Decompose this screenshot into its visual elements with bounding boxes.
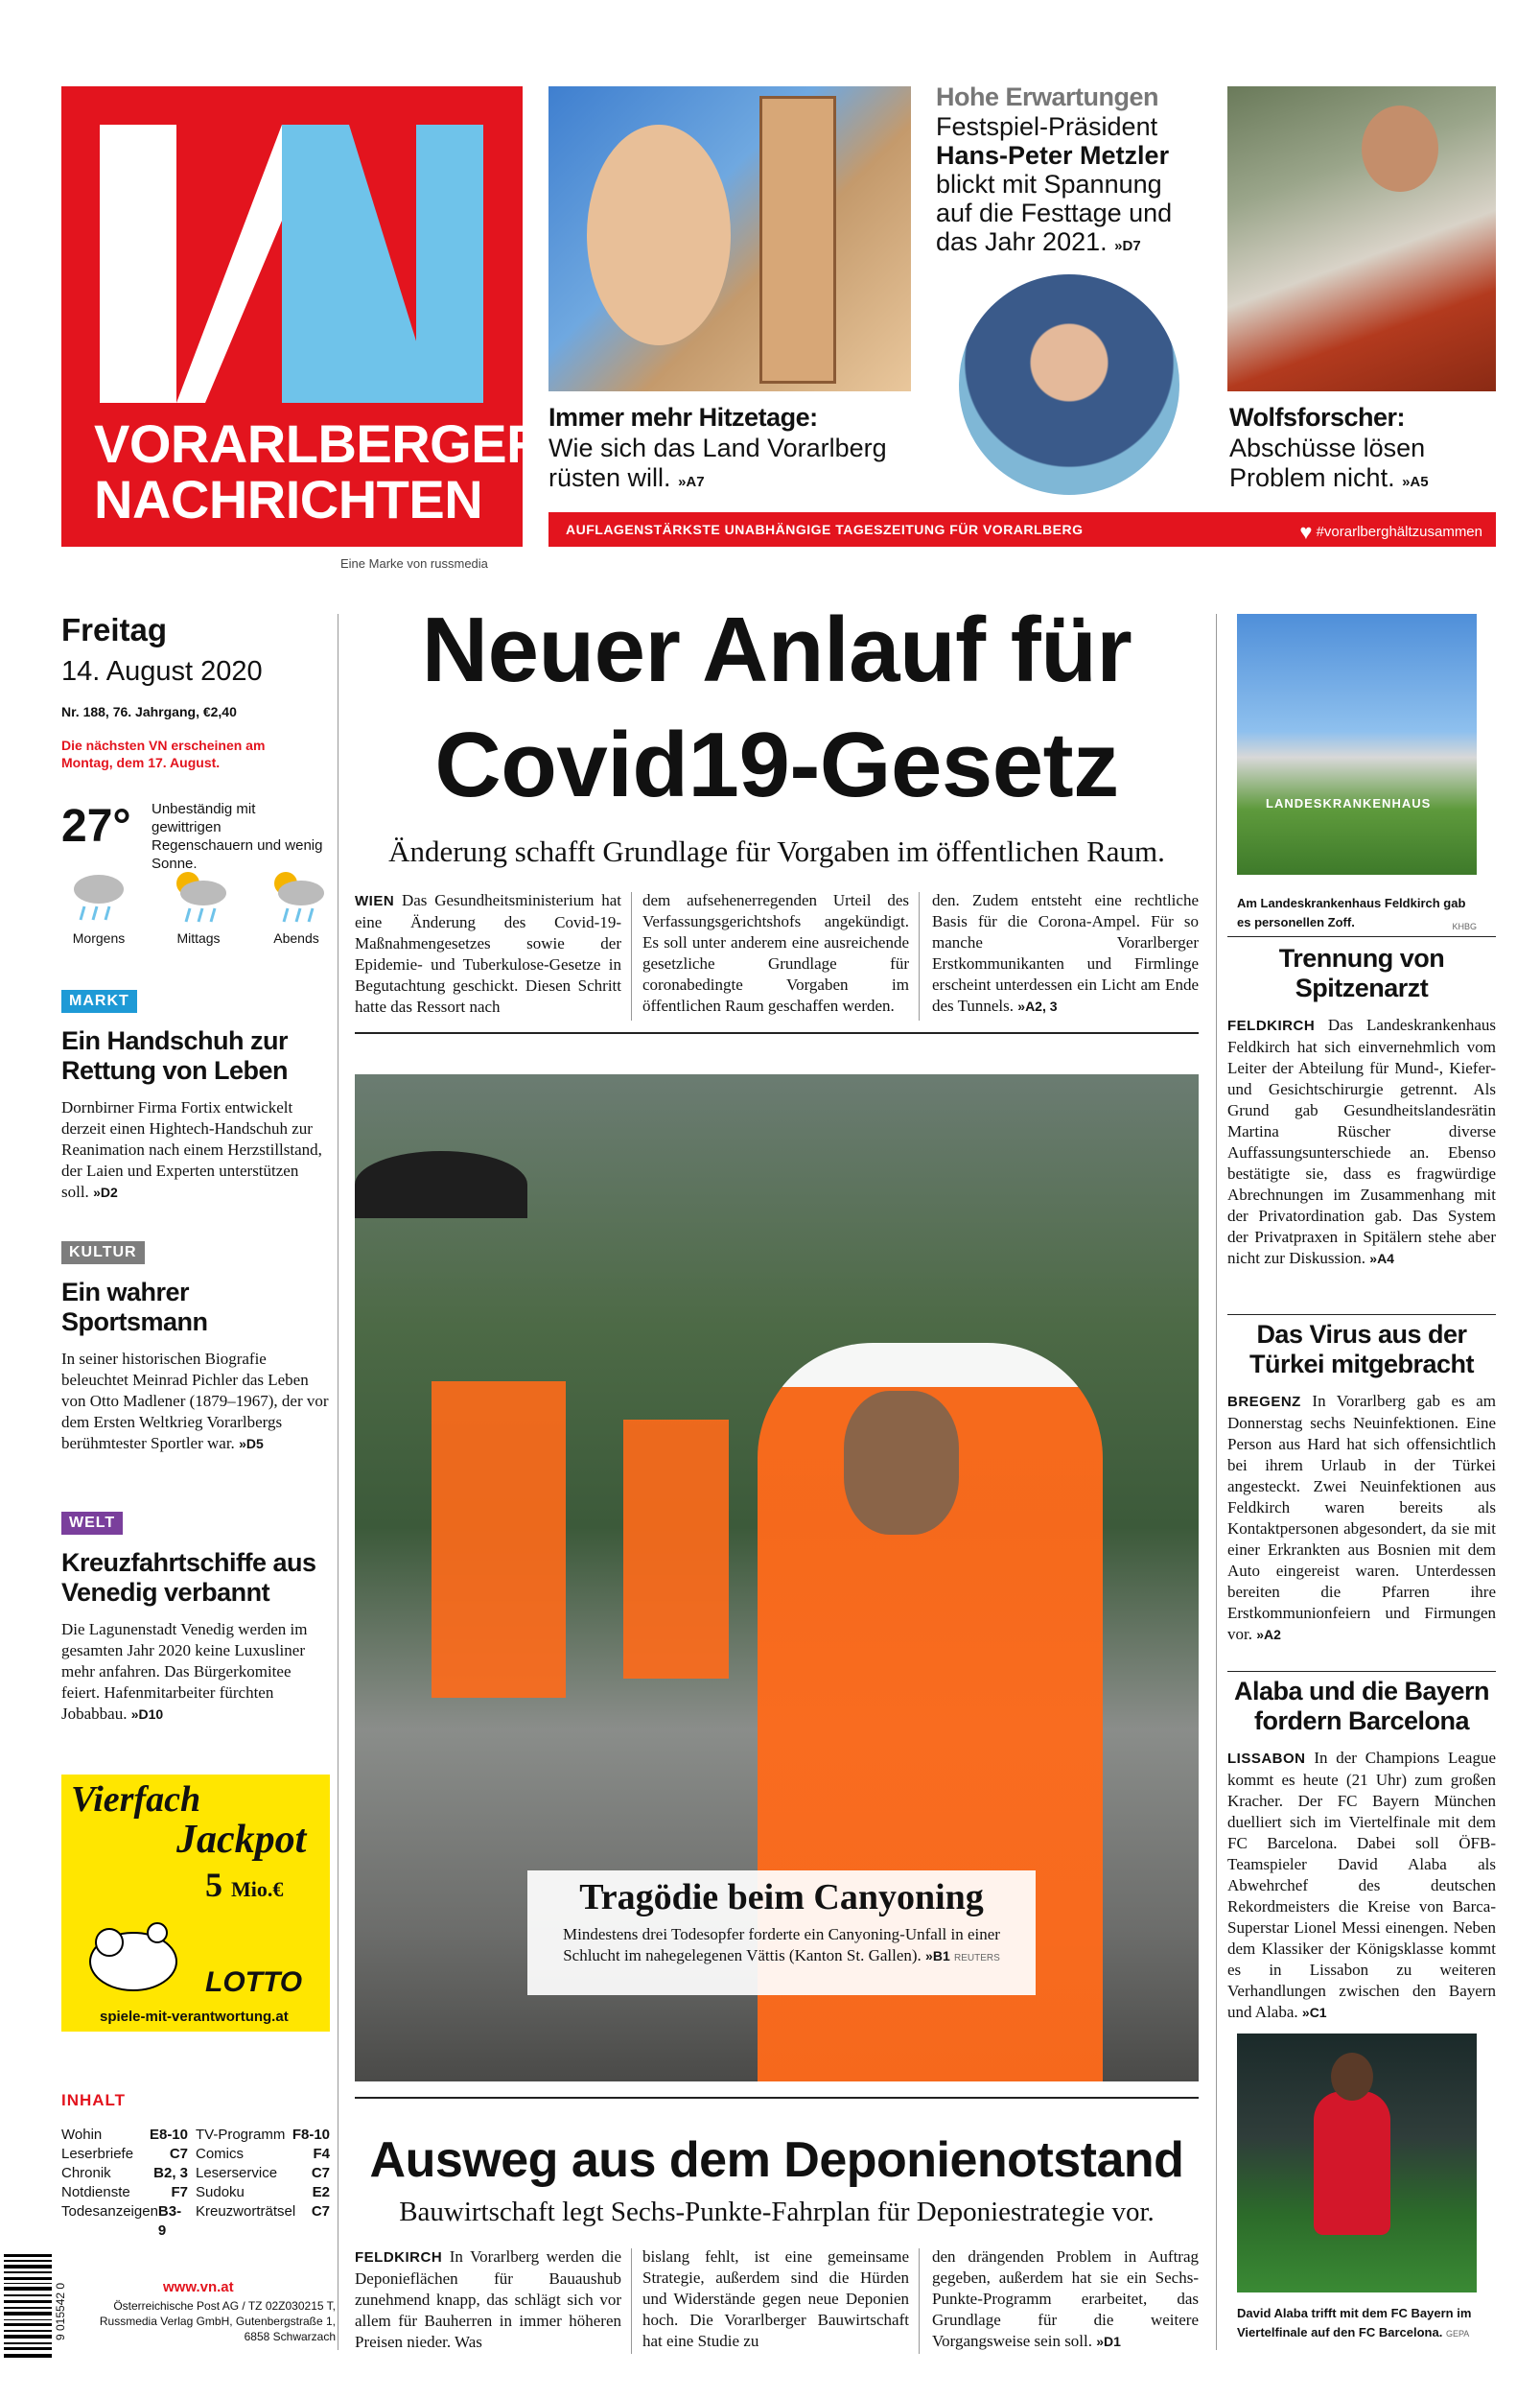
hospital-caption: Am Landeskrankenhaus Feldkirch gab es personellen Zoff. KHBG <box>1237 896 1477 931</box>
story2-text: BREGENZ In Vorarlberg gab es am Donnerstag sechs Neuinfektionen. Eine Person aus Hard hat sich offensichtlich bei ihrem Urlaub in der Türkei angesteckt. Zwei Neuinfektionen aus Feldkirch waren bereits als Kontaktpersonen abgesondert, da sie mit einer Erkrankten aus Bosnien mit dem Auto eingereist waren. Unterdessen bereiten die Pfarren ihre Erstkommunionfeiern und Firmungen vor. »A2 <box>1227 1392 1497 1643</box>
hospital-photo <box>1237 614 1477 875</box>
welt-title[interactable]: Kreuzfahrtschiffe aus Venedig verbannt <box>61 1548 316 1607</box>
mascot-icon <box>81 1909 186 1995</box>
lotto-ad[interactable] <box>61 1775 330 2032</box>
masthead-name-line1: VORARLBERGER <box>94 413 546 474</box>
lotto-line2: Jackpot <box>176 1818 307 1862</box>
sun-rain-icon <box>165 868 232 926</box>
canyoning-photo <box>355 1074 1199 2081</box>
rain-cloud-icon <box>65 868 132 926</box>
vn-logo-icon <box>61 86 523 412</box>
main-col1: WIEN Das Gesundheitsministerium hat eine Änderung des Covid-19-Maßnahmengesetzes sowie der Epidemie- und Tuberkulose-Gesetze in Begutachtung geschickt. Diesen Schritt hatte das Ressort nach <box>355 891 622 1016</box>
kultur-title[interactable]: Ein wahrer Sportsmann <box>61 1278 208 1336</box>
deponie-col3: den drängenden Problem in Auftrag gegeben, außerdem hat sie ein Sechs-Punkte-Programm erarbeitet, das Grundlage für die weitere Vorgangsweise sein soll. »D1 <box>932 2247 1199 2350</box>
issue-info: Nr. 188, 76. Jahrgang, €2,40 <box>61 704 237 719</box>
main-subhead: Änderung schafft Grundlage für Vorgaben im öffentlichen Raum. <box>388 835 1165 868</box>
deponie-col2: bislang fehlt, ist eine gemeinsame Strategie, außerdem sind die Hürden und Widerstände gegen neue Deponien hoch. Die Vorarlberger Bauwirtschaft hat eine Studie zu <box>642 2247 909 2350</box>
story3-text: LISSABON In der Champions League kommt es heute (21 Uhr) zum großen Kracher. Der FC Bayern München duelliert sich im Viertelfinale mit dem FC Barcelona. Dabei soll ÖFB-Teamspieler David Alaba als Abwehrchef des deutschen Rekordmeisters die Kreise von Barca-Superstar Lionel Messi einengen. Neben dem Klassiker der Königsklasse kommt es in Lissabon zu weiteren Verhandlungen zwischen den Bayern und Alaba. »C1 <box>1227 1749 1497 2021</box>
next-issue: Die nächsten VN erscheinen am Montag, dem 17. August. <box>61 738 266 770</box>
teaser-festspiel-text[interactable]: Festspiel-Präsident Hans-Peter Metzler blickt mit Spannung auf die Festtage und das Jahr 2021. »D7 <box>936 112 1173 256</box>
banner-hashtag[interactable]: ♥ #vorarlberghältzusammen <box>1299 520 1482 544</box>
lotto-amount: 5 Mio.€ <box>205 1866 284 1904</box>
teaser-wolf-title[interactable]: Wolfsforscher: <box>1229 403 1406 432</box>
alaba-caption: David Alaba trifft mit dem FC Bayern im Viertelfinale auf den FC Barcelona. GEPA <box>1237 2306 1472 2339</box>
deponie-headline[interactable]: Ausweg aus dem Deponienotstand <box>369 2132 1184 2188</box>
deponie-subhead: Bauwirtschaft legt Sechs-Punkte-Fahrplan für Deponiestrategie vor. <box>399 2197 1155 2227</box>
inhalt-row[interactable]: Notdienste F7 Sudoku E2 <box>61 2184 330 2200</box>
story3-title[interactable]: Alaba und die Bayern fordern Barcelona <box>1233 1677 1490 1735</box>
footer-url[interactable]: www.vn.at <box>163 2279 234 2295</box>
story1-title[interactable]: Trennung von Spitzenarzt <box>1278 944 1445 1002</box>
photo-story-text: Mindestens drei Todesopfer forderte ein Canyoning-Unfall in einer Schlucht im nahegelegenen Vättis (Kanton St. Gallen). »B1 REUTERS <box>563 1925 1000 1964</box>
lotto-url[interactable]: spiele-mit-verantwortung.at <box>100 2009 289 2025</box>
barcode-number: 9 015542 0 <box>54 2282 67 2340</box>
masthead-name-line2: NACHRICHTEN <box>94 469 483 529</box>
story1-text: FELDKIRCH Das Landeskrankenhaus Feldkirch hat sich einvernehmlich vom Leiter der Abteilung für Mund-, Kiefer- und Gesichtschirurgie getrennt. Als Grund gab Gesundheitslandesrätin Martina Rüscher diverse Auffassungsunterschiede an. Ebenso bestätigte sie, dass es fragwürdige Abrechnungen im Zusammenhang mit der Privatordination gab. Das System der Privatpraxen in Spitälern stehe aber nicht zur Diskussion. »A4 <box>1227 1016 1496 1267</box>
heart-icon: ♥ <box>1299 520 1313 544</box>
lotto-brand: LOTTO <box>205 1966 303 1998</box>
teaser-wolf-text[interactable]: Abschüsse lösen Problem nicht. »A5 <box>1229 434 1429 492</box>
footer-imprint: Österreichische Post AG / TZ 02Z030215 T, Russmedia Verlag GmbH, Gutenbergstraße 1, 6858 Schwarzach <box>99 2299 336 2343</box>
weather-temp: 27° <box>61 801 131 852</box>
inhalt-row[interactable]: Todesanzeigen B3-9 Kreuzworträtsel C7 <box>61 2203 330 2239</box>
inhalt-title: INHALT <box>61 2091 127 2109</box>
main-headline-line1[interactable]: Neuer Anlauf für <box>421 599 1132 701</box>
inhalt-row[interactable]: Leserbriefe C7 Comics F4 <box>61 2146 330 2162</box>
wolf-photo <box>1227 86 1496 391</box>
weather-text: Unbeständig mit gewittrigen Regenschauern und wenig Sonne. <box>152 801 323 872</box>
inhalt-table <box>61 2126 330 2241</box>
main-col2: dem aufsehenerregenden Urteil des Verfassungsgerichtshofs angekündigt. Es soll unter anderem eine ausreichende gesetzliche Grundlage für coronabedingte Vorgaben im öffentlichen Raum geschaffen werden. <box>642 891 909 1015</box>
deponie-col1: FELDKIRCH In Vorarlberg werden die Deponieflächen für Bauaushub zunehmend knapp, das schlägt sich vor allem für Bauherren in immer höheren Preisen nieder. Was <box>355 2247 622 2351</box>
kultur-text: In seiner historischen Biografie beleuchtet Meinrad Pichler das Leben von Otto Madlener (1879–1967), der vor dem Ersten Weltkrieg Vorarlbergs berühmtester Sportler war. »D5 <box>61 1350 329 1452</box>
section-tag-welt[interactable]: WELT <box>61 1512 123 1535</box>
teaser-hitze-text[interactable]: Wie sich das Land Vorarlberg rüsten will. »A7 <box>548 434 887 492</box>
weather-icons: Morgens Mittags Abends <box>61 868 339 954</box>
story2-title[interactable]: Das Virus aus der Türkei mitgebracht <box>1248 1320 1475 1378</box>
banner <box>548 512 1496 547</box>
main-headline-line2[interactable]: Covid19-Gesetz <box>434 714 1119 816</box>
barcode-icon <box>4 2254 52 2360</box>
thermometer-photo <box>548 86 911 391</box>
masthead-logo[interactable] <box>61 86 546 547</box>
teaser-festspiel-kicker: Hohe Erwartungen <box>936 82 1159 111</box>
markt-title[interactable]: Ein Handschuh zur Rettung von Leben <box>61 1026 289 1085</box>
markt-text: Dornbirner Firma Fortix entwickelt derzeit einen Hightech-Handschuh zur Reanimation nach einem Herzstillstand, der Laien und Experten unterstützen soll. »D2 <box>61 1098 322 1201</box>
welt-text: Die Lagunenstadt Venedig werden im gesamten Jahr 2020 keine Luxusliner mehr anfahren. Das Bürgerkomitee feiert. Hafenmitarbeiter fürchten Jobabbau. »D10 <box>61 1620 308 1723</box>
main-col3: den. Zudem entsteht eine rechtliche Basis für die Corona-Ampel. Für so manche Vorarlberger Erstkommunikanten und Firmlinge erscheint unterdessen ein Licht am Ende des Tunnels. »A2, 3 <box>932 891 1199 1015</box>
lotto-line1: Vierfach <box>71 1779 201 1820</box>
date-date: 14. August 2020 <box>61 656 263 687</box>
sun-rain-icon <box>263 868 330 926</box>
metzler-portrait <box>959 274 1179 495</box>
section-tag-kultur[interactable]: KULTUR <box>61 1241 145 1264</box>
section-tag-markt[interactable]: MARKT <box>61 990 137 1013</box>
alaba-photo <box>1237 2034 1477 2292</box>
teaser-hitze-title[interactable]: Immer mehr Hitzetage: <box>548 403 818 432</box>
date-day: Freitag <box>61 612 168 647</box>
brand-note: Eine Marke von russmedia <box>340 556 488 571</box>
hospital-sign: LANDESKRANKENHAUS <box>1266 796 1432 811</box>
banner-text: AUFLAGENSTÄRKSTE UNABHÄNGIGE TAGESZEITUNG FÜR VORARLBERG <box>566 522 1084 537</box>
photo-story-title[interactable]: Tragödie beim Canyoning <box>579 1877 984 1917</box>
inhalt-row[interactable]: Wohin E8-10 TV-Programm F8-10 <box>61 2127 330 2143</box>
inhalt-row[interactable]: Chronik B2, 3 Leserservice C7 <box>61 2165 330 2181</box>
